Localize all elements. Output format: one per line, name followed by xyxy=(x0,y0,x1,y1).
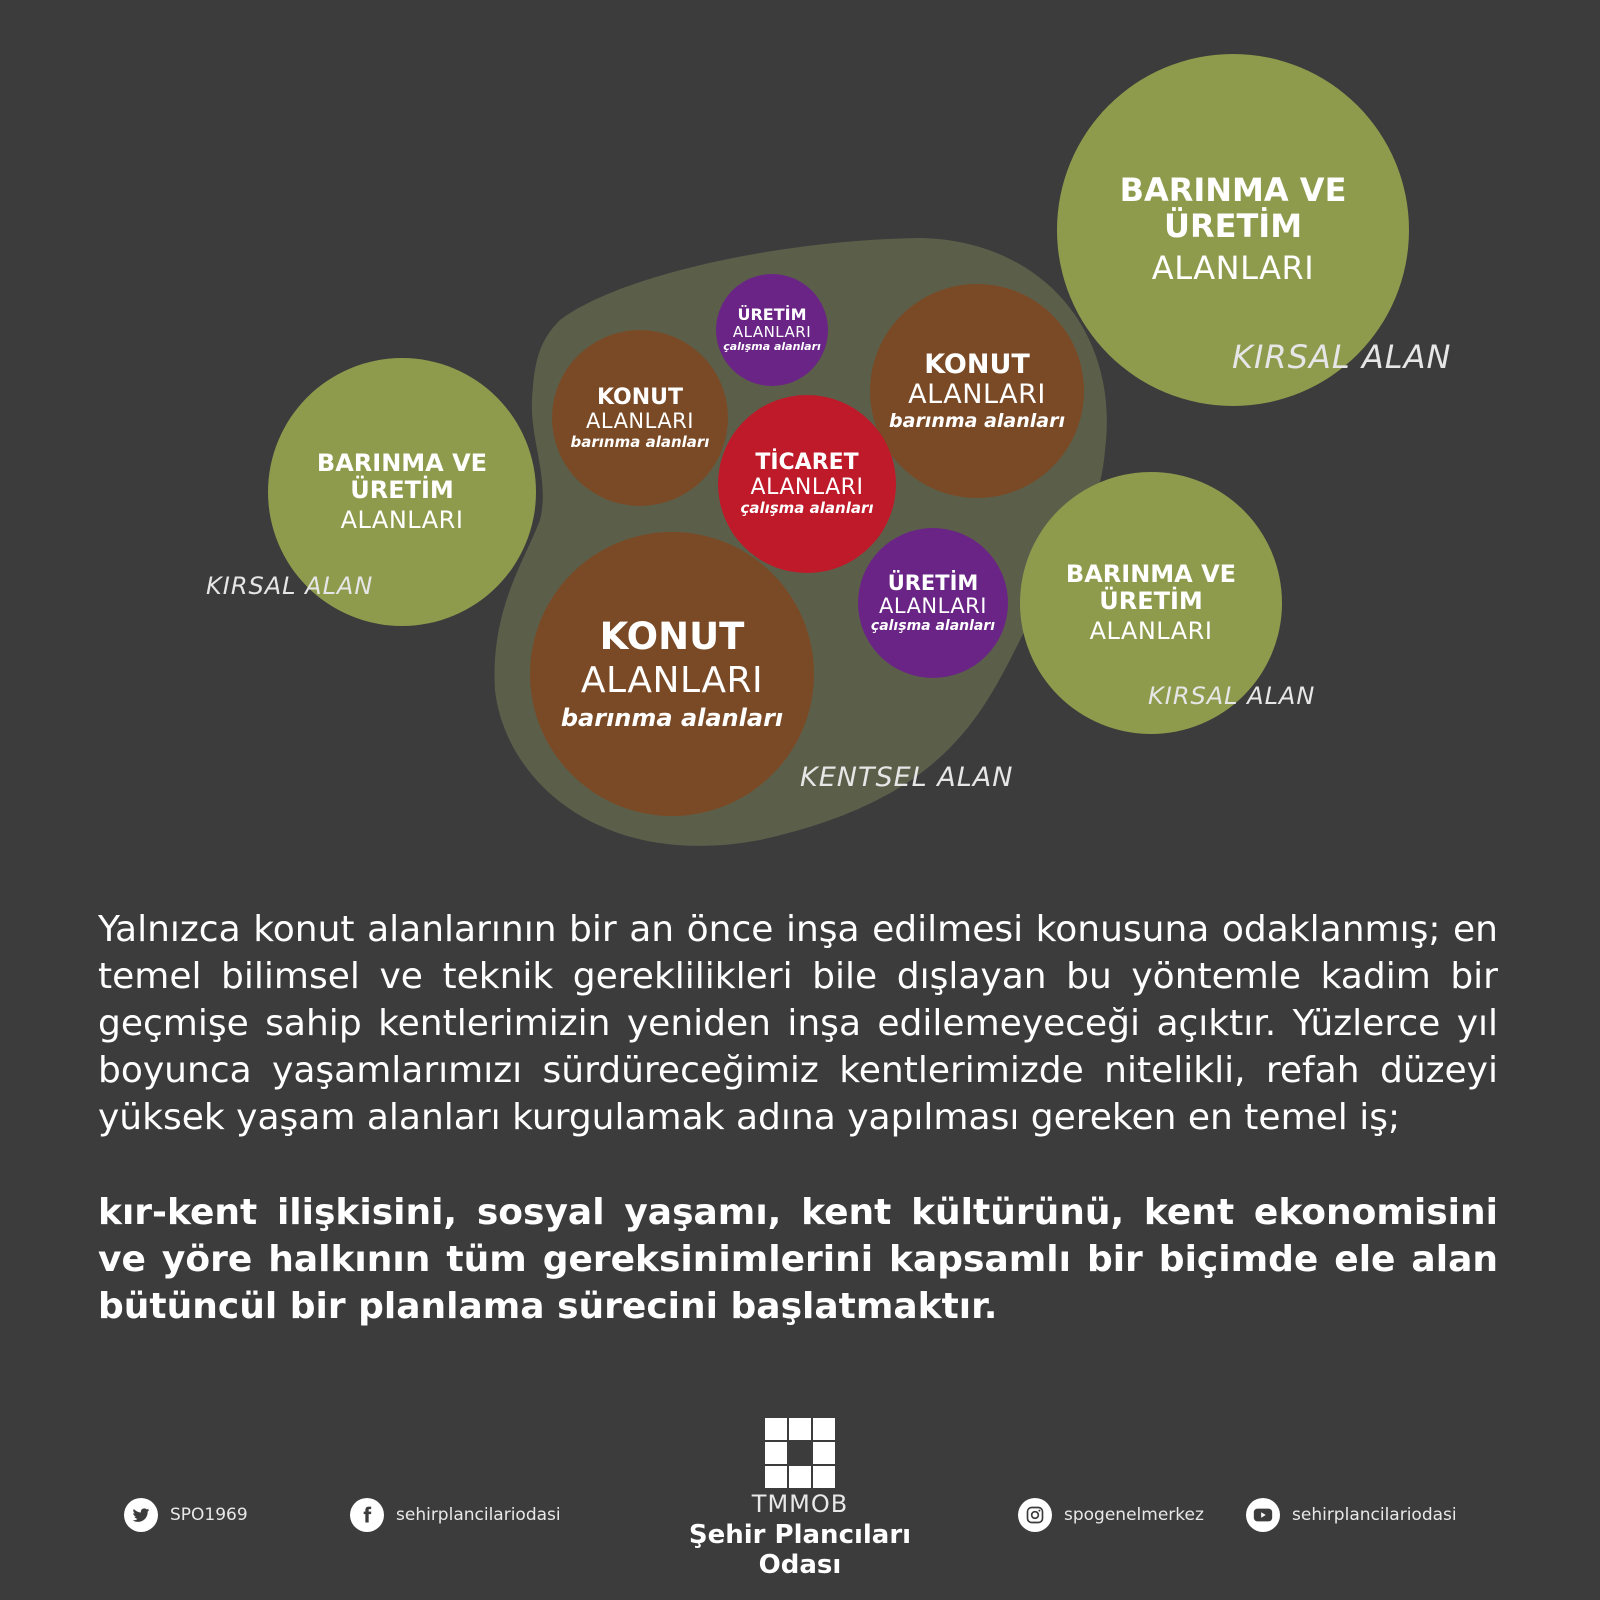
body-paragraph: Yalnızca konut alanlarının bir an önce inşa edilmesi konusuna odaklanmış; en temel bilimsel ve teknik gereklilikleri bile dışlayan bu yöntemle kadim bir geçmişe sahip kentlerimizin yeniden inşa edilemeyeceği açıktır. Yüzlerce yıl boyunca yaşamlarımızı sürdüreceğimiz kentlerimizde nitelikli, refah düzeyi yüksek yaşam alanları kurgulamak adına yapılması gereken en temel iş; xyxy=(98,909,1498,1138)
production-circle-top xyxy=(716,274,828,386)
circle-note: barınma alanları xyxy=(570,432,710,451)
housing-circle-medium xyxy=(870,284,1084,498)
bold-paragraph: kır-kent ilişkisini, sosyal yaşamı, kent kültürünü, kent ekonomisini ve yöre halkının tüm gereksinimlerini kapsamlı bir biçimde ele alan bütüncül bir planlama sürecini başlatmaktır. xyxy=(98,1192,1498,1327)
youtube-icon xyxy=(1246,1498,1280,1532)
spo-logo-icon xyxy=(765,1418,835,1488)
circle-title: ÜRETİM xyxy=(1163,207,1303,246)
circle-subtitle: ALANLARI xyxy=(908,379,1046,411)
rural-zone-label: KIRSAL ALAN xyxy=(206,572,374,600)
facebook-icon xyxy=(350,1498,384,1532)
circle-note: çalışma alanları xyxy=(740,499,874,518)
facebook-link[interactable] xyxy=(350,1498,561,1532)
spo-logo xyxy=(650,1410,950,1580)
circle-note: çalışma alanları xyxy=(723,340,821,354)
circle-title: BARINMA VE xyxy=(1119,171,1347,210)
circle-title: TİCARET xyxy=(755,449,859,475)
circle-note: barınma alanları xyxy=(889,409,1065,432)
urban-zone-label: KENTSEL ALAN xyxy=(800,762,1014,793)
commerce-circle xyxy=(718,395,896,573)
rural-zone-label: KIRSAL ALAN xyxy=(1148,682,1316,710)
circle-note: barınma alanları xyxy=(560,704,784,733)
twitter-handle: SPO1969 xyxy=(170,1505,248,1525)
twitter-icon xyxy=(124,1498,158,1532)
instagram-icon xyxy=(1018,1498,1052,1532)
main-text-block xyxy=(98,906,1498,1330)
youtube-handle: sehirplancilariodasi xyxy=(1292,1505,1457,1525)
housing-circle-small xyxy=(552,330,728,506)
circle-title: KONUT xyxy=(596,384,684,410)
twitter-link[interactable] xyxy=(124,1498,248,1532)
circle-subtitle: ALANLARI xyxy=(580,660,764,702)
circle-title: ÜRETİM xyxy=(887,570,979,595)
circle-title: KONUT xyxy=(599,614,745,658)
logo-name: Şehir Plancıları Odası xyxy=(688,1520,912,1580)
housing-circle-large xyxy=(530,532,814,816)
facebook-handle: sehirplancilariodasi xyxy=(396,1505,561,1525)
circle-title: KONUT xyxy=(924,349,1030,381)
youtube-link[interactable] xyxy=(1246,1498,1457,1532)
circle-subtitle: ALANLARI xyxy=(1089,617,1213,646)
circle-title: BARINMA VE xyxy=(1065,559,1237,588)
instagram-handle: spogenelmerkez xyxy=(1064,1505,1204,1525)
circle-subtitle: ALANLARI xyxy=(1151,248,1315,287)
rural-zone-label: KIRSAL ALAN xyxy=(1232,338,1452,376)
circle-note: çalışma alanları xyxy=(870,617,996,634)
circle-subtitle: ALANLARI xyxy=(732,323,812,342)
circle-subtitle: ALANLARI xyxy=(879,594,987,619)
circle-title: ÜRETİM xyxy=(737,305,807,325)
circle-title: ÜRETİM xyxy=(1099,586,1203,615)
footer xyxy=(0,1410,1600,1600)
circle-title: BARINMA VE xyxy=(316,448,488,477)
logo-org: TMMOB xyxy=(751,1490,849,1518)
circle-subtitle: ALANLARI xyxy=(340,506,464,535)
instagram-link[interactable] xyxy=(1018,1498,1204,1532)
circle-subtitle: ALANLARI xyxy=(750,474,864,500)
circle-title: ÜRETİM xyxy=(350,475,454,504)
production-circle-bottom xyxy=(858,528,1008,678)
circle-subtitle: ALANLARI xyxy=(586,409,694,434)
